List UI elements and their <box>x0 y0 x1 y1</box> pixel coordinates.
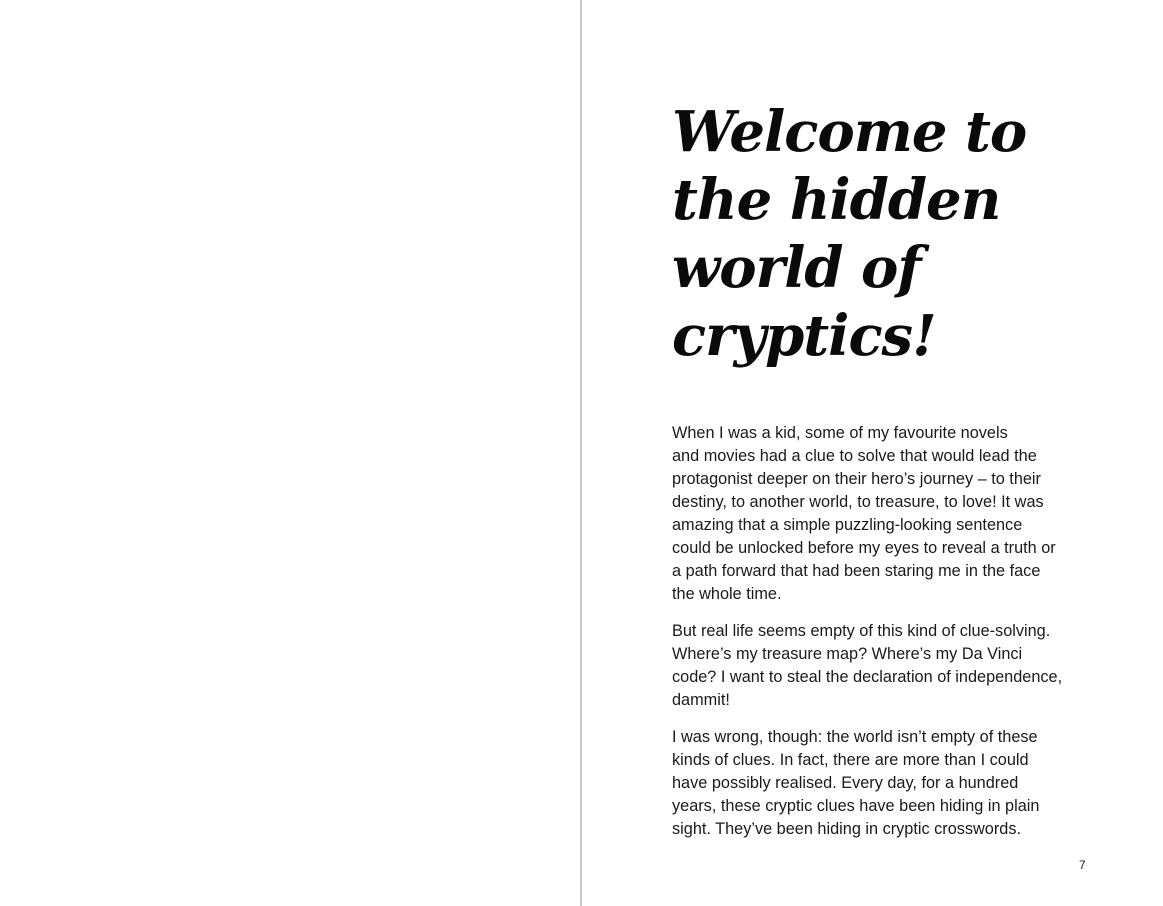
text-line: have possibly realised. Every day, for a hundred <box>672 774 1019 792</box>
chapter-title <box>672 98 1026 370</box>
paragraph-3 <box>672 726 1112 841</box>
page-number: 7 <box>1079 858 1086 872</box>
text-line: dammit! <box>672 691 730 709</box>
paragraph-1 <box>672 422 1112 606</box>
text-line: amazing that a simple puzzling-looking sentence <box>672 516 1023 534</box>
text-line: a path forward that had been staring me in the face <box>672 562 1041 580</box>
text-line: When I was a kid, some of my favourite novels <box>672 424 1008 442</box>
left-page-blank <box>0 0 580 906</box>
text-line: and movies had a clue to solve that would lead the <box>672 447 1037 465</box>
text-line: destiny, to another world, to treasure, to love! It was <box>672 493 1044 511</box>
text-line: could be unlocked before my eyes to reveal a truth or <box>672 539 1056 557</box>
right-page <box>582 0 1163 906</box>
text-line: sight. They’ve been hiding in cryptic crosswords. <box>672 820 1022 838</box>
text-line: Where’s my treasure map? Where’s my Da Vinci <box>672 645 1023 663</box>
text-line: kinds of clues. In fact, there are more than I could <box>672 751 1029 769</box>
title-line: cryptics! <box>672 303 936 369</box>
paragraph-2 <box>672 620 1112 712</box>
body-text <box>672 422 1112 855</box>
text-line: the whole time. <box>672 585 782 603</box>
text-line: code? I want to steal the declaration of independence, <box>672 668 1063 686</box>
text-line: years, these cryptic clues have been hiding in plain <box>672 797 1040 815</box>
title-line: the hidden <box>672 167 1001 233</box>
text-line: But real life seems empty of this kind of clue-solving. <box>672 622 1051 640</box>
title-line: world of <box>672 235 921 301</box>
title-line: Welcome to <box>672 99 1027 165</box>
text-line: I was wrong, though: the world isn’t empty of these <box>672 728 1038 746</box>
text-line: protagonist deeper on their hero’s journey – to their <box>672 470 1041 488</box>
